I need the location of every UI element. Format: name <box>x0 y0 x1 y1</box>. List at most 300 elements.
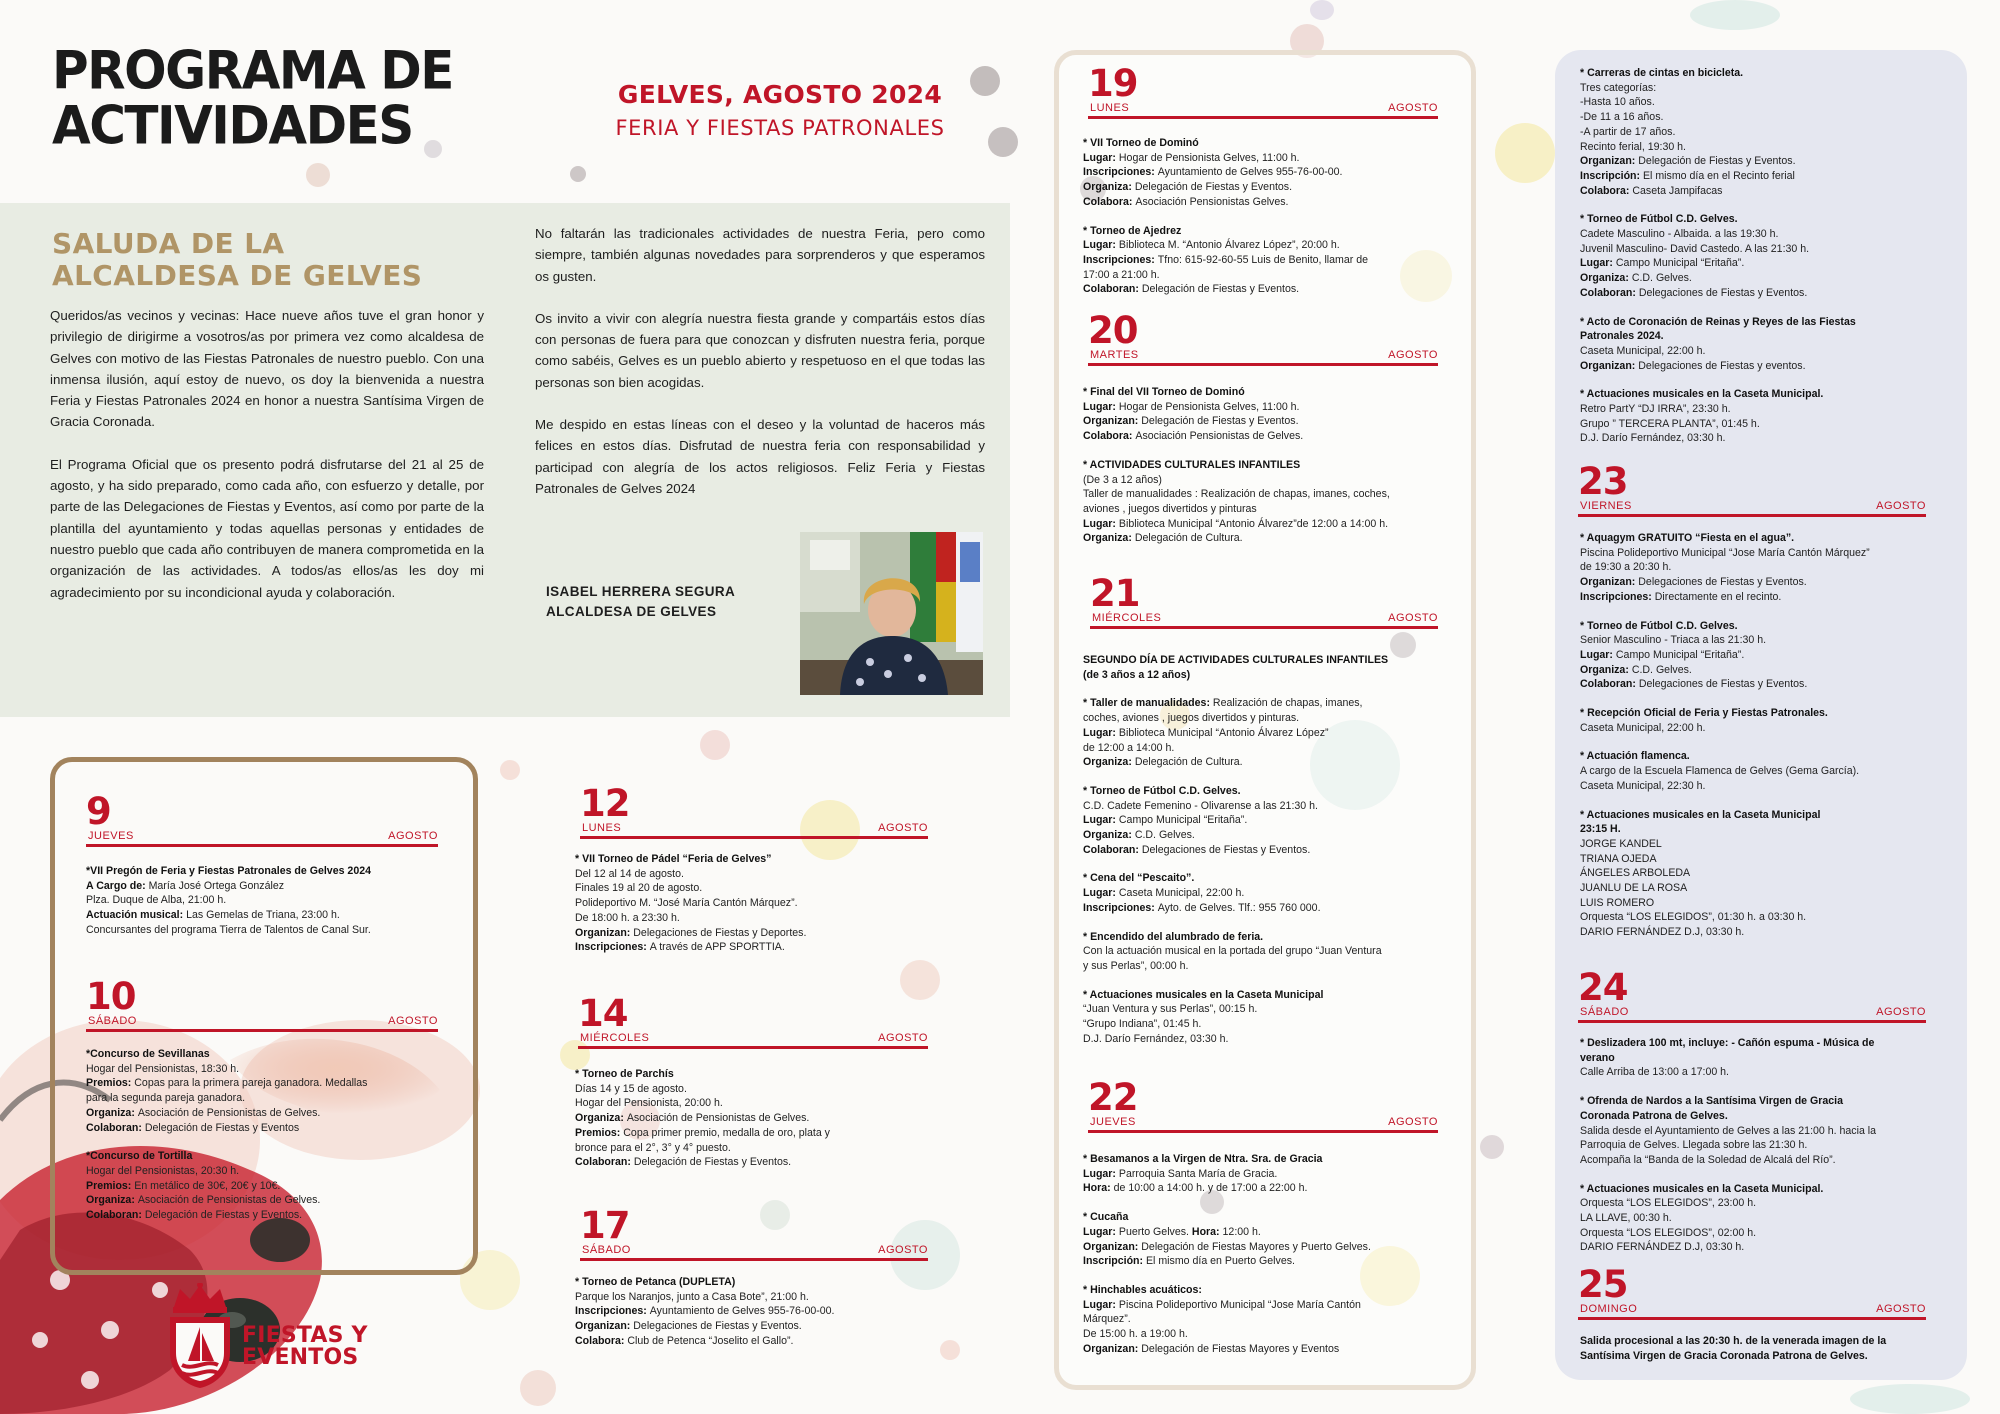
event-label: Organizan: <box>1083 415 1142 428</box>
event-label: Lugar: <box>1083 239 1119 252</box>
event-line <box>1083 843 1455 858</box>
event-label: Organizan: <box>1580 155 1639 168</box>
event-line <box>575 852 935 867</box>
event-label: * ACTIVIDADES CULTURALES INFANTILES <box>1083 458 1301 471</box>
events-day-9 <box>86 864 446 938</box>
event-text: Biblioteca Municipal “Antonio Álvarez López” <box>1118 726 1329 739</box>
event-line <box>575 881 935 896</box>
event-text: Días 14 y 15 de agosto. <box>575 1082 687 1095</box>
event-item <box>1083 930 1455 974</box>
day-header-24 <box>1578 966 1926 1024</box>
event-item <box>1580 1094 1952 1168</box>
event-text: Directamente en el recinto. <box>1654 590 1782 603</box>
saluda-title <box>52 228 422 292</box>
event-line <box>1083 741 1455 756</box>
event-line <box>1580 95 1952 110</box>
event-line <box>1083 1181 1455 1196</box>
event-line <box>1580 212 1952 227</box>
fiestas-eventos-logo <box>164 1283 368 1394</box>
event-line <box>86 908 446 923</box>
event-line <box>1580 1334 1952 1349</box>
event-line <box>1083 1167 1455 1182</box>
events-day-24 <box>1580 1036 1952 1255</box>
events-day-21 <box>1083 653 1455 1046</box>
event-item <box>575 1275 935 1349</box>
event-text: 17:00 a 21:00 h. <box>1083 268 1160 281</box>
event-label: * Cucaña <box>1083 1211 1129 1224</box>
event-line <box>1580 344 1952 359</box>
event-label: Lugar: <box>1580 648 1616 661</box>
event-line <box>86 864 446 879</box>
event-text: DARIO FERNÁNDEZ D.J, 03:30 h. <box>1580 1241 1745 1254</box>
event-line <box>86 1091 446 1106</box>
event-label: * Actuaciones musicales en la Caseta Municipal. <box>1580 1182 1824 1195</box>
day-number: 20 <box>1088 309 1138 352</box>
day-header-17 <box>580 1204 928 1262</box>
day-weekday: JUEVES <box>88 830 134 842</box>
event-line <box>1083 1017 1455 1032</box>
event-text: Taller de manualidades : Realización de chapas, imanes, coches, <box>1083 488 1390 501</box>
event-line <box>1580 1109 1952 1124</box>
event-text: Asociación de Pensionistas de Gelves. <box>137 1194 321 1207</box>
event-label: Lugar: <box>1083 887 1119 900</box>
event-line <box>1083 165 1453 180</box>
day-header-19 <box>1088 62 1438 120</box>
event-text: Delegaciones de Fiestas y Eventos. <box>1638 576 1807 589</box>
event-line <box>1580 125 1952 140</box>
program-title-line1: PROGRAMA DE <box>52 39 453 102</box>
event-text: Delegación de Fiestas y Eventos. <box>1638 155 1796 168</box>
event-line <box>1580 648 1952 663</box>
logo-line1: FIESTAS Y <box>242 1323 368 1348</box>
event-item <box>1083 224 1453 298</box>
event-label: Organiza: <box>1083 756 1135 769</box>
day-weekday: SÁBADO <box>582 1244 631 1256</box>
event-text: LA LLAVE, 00:30 h. <box>1580 1212 1672 1225</box>
event-line <box>1083 1327 1455 1342</box>
event-line <box>86 1076 446 1091</box>
event-text: Campo Municipal “Eritaña”. <box>1615 648 1745 661</box>
event-line <box>1083 784 1455 799</box>
event-line <box>1083 726 1455 741</box>
event-text: Plza. Duque de Alba, 21:00 h. <box>86 894 227 907</box>
day-weekday: SÁBADO <box>88 1015 137 1027</box>
event-label: A Cargo de: <box>86 879 149 892</box>
event-line <box>1580 546 1952 561</box>
event-line <box>1580 575 1952 590</box>
event-line <box>1580 154 1952 169</box>
event-text: “Juan Ventura y sus Perlas”, 00:15 h. <box>1083 1003 1258 1016</box>
event-text: Campo Municipal “Eritaña”. <box>1118 814 1248 827</box>
event-label: Lugar: <box>1083 1225 1119 1238</box>
event-item <box>1580 387 1952 446</box>
event-item <box>1580 531 1952 605</box>
crown-shield-icon <box>164 1283 236 1389</box>
event-label: Lugar: <box>1083 1167 1119 1180</box>
event-text: Realización de chapas, imanes, <box>1212 697 1363 710</box>
event-label: * Final del VII Torneo de Dominó <box>1083 386 1245 398</box>
day-number: 25 <box>1578 1263 1628 1306</box>
event-line <box>1580 531 1952 546</box>
event-text: Asociación Pensionistas de Gelves. <box>1135 430 1304 443</box>
event-label: Organizan: <box>575 926 634 939</box>
event-line <box>86 1193 446 1208</box>
event-line <box>1580 925 1952 940</box>
event-label: * Aquagym GRATUITO “Fiesta en el agua”. <box>1580 532 1795 544</box>
day-weekday: DOMINGO <box>1580 1303 1638 1315</box>
event-text: D.J. Darío Fernández, 03:30 h. <box>1580 432 1726 445</box>
event-text: Caseta Municipal, 22:00 h. <box>1580 721 1706 734</box>
day-divider <box>578 1046 928 1049</box>
day-divider <box>580 1258 928 1261</box>
event-label: * Torneo de Ajedrez <box>1083 224 1182 237</box>
event-text: Acompaña la “Banda de la Soledad de Alcalá del Río”. <box>1580 1153 1836 1166</box>
event-label: Colabora: <box>575 1334 628 1347</box>
event-line <box>1083 668 1455 683</box>
day-divider <box>1578 514 1926 517</box>
event-text: Recinto ferial, 19:30 h. <box>1580 140 1686 153</box>
event-label: Colaboran: <box>575 1156 634 1169</box>
event-text: Delegación de Fiestas y Eventos. <box>1141 415 1299 428</box>
event-line <box>1580 764 1952 779</box>
event-line <box>86 1062 446 1077</box>
event-text: Delegaciones de Fiestas y Eventos. <box>1141 843 1311 856</box>
event-line <box>1083 151 1453 166</box>
event-text: Orquesta “LOS ELEGIDOS”, 02:00 h. <box>1580 1226 1757 1239</box>
event-label: Lugar: <box>1083 814 1119 827</box>
event-label: Organiza: <box>1083 829 1135 842</box>
event-line <box>1580 1124 1952 1139</box>
saluda-column-1 <box>50 305 484 624</box>
event-line <box>575 1082 935 1097</box>
event-line <box>86 893 446 908</box>
event-label: * Actuaciones musicales en la Caseta Municipal <box>1083 988 1324 1001</box>
event-text: C.D. Gelves. <box>1134 829 1195 842</box>
event-line <box>1083 711 1455 726</box>
event-label: Lugar: <box>1083 400 1119 413</box>
event-text: En metálico de 30€, 20€ y 10€. <box>134 1179 281 1192</box>
event-text: Delegaciones de Fiestas y Eventos. <box>633 1320 802 1333</box>
day-header-20 <box>1088 309 1438 367</box>
event-label: Organiza: <box>86 1106 138 1119</box>
day-weekday: LUNES <box>582 822 622 834</box>
event-line <box>1083 180 1453 195</box>
event-line <box>1580 590 1952 605</box>
event-label: * Actuaciones musicales en la Caseta Municipal <box>1580 808 1821 821</box>
day-divider <box>1088 363 1438 366</box>
event-label: *VII Pregón de Feria y Fiestas Patronales de Gelves 2024 <box>86 865 371 877</box>
day-divider <box>86 1029 438 1032</box>
event-line <box>1083 653 1455 668</box>
event-text: Hogar del Pensionistas, 18:30 h. <box>86 1062 240 1075</box>
event-label: * VII Torneo de Pádel “Feria de Gelves” <box>575 853 772 865</box>
event-line <box>86 1149 446 1164</box>
event-line <box>1083 414 1453 429</box>
event-text: LUIS ROMERO <box>1580 896 1655 909</box>
event-line <box>575 1275 935 1290</box>
event-line <box>1580 1153 1952 1168</box>
event-line <box>1083 473 1453 488</box>
day-divider <box>86 844 438 847</box>
event-label: * Encendido del alumbrado de feria. <box>1083 930 1264 943</box>
event-item <box>1083 136 1453 210</box>
event-text: Puerto Gelves. <box>1118 1225 1192 1238</box>
event-item <box>1083 385 1453 444</box>
event-line <box>575 940 935 955</box>
event-text: Delegaciones de Fiestas y Deportes. <box>633 926 807 939</box>
event-label: * Torneo de Parchís <box>575 1068 674 1080</box>
event-line <box>1580 1240 1952 1255</box>
event-line <box>1580 1138 1952 1153</box>
event-line <box>1580 81 1952 96</box>
program-title-line2: ACTIVIDADES <box>52 94 413 157</box>
event-text: Con la actuación musical en la portada del grupo “Juan Ventura <box>1083 945 1382 958</box>
event-label: Patronales 2024. <box>1580 330 1664 343</box>
event-text: -Hasta 10 años. <box>1580 96 1655 109</box>
event-text: de 10:00 a 14:00 h. y de 17:00 a 22:00 h. <box>1113 1182 1308 1195</box>
event-text: Caseta Municipal, 22:00 h. <box>1580 344 1706 357</box>
day-month: AGOSTO <box>878 822 928 834</box>
event-line <box>1580 1211 1952 1226</box>
saluda-paragraph: El Programa Oficial que os presento podrá disfrutarse del 21 al 25 de agosto, y ha sido preparado, como cada año, con esfuerzo y detalle, por parte de las Delegaciones de Fiestas y Eventos, así como por parte de la plantilla del ayuntamiento y todas aquellas personas y entidades de nuestro pueblo que cada año contribuyen de manera comprometida en la organización de las actividades. A todos/as ellos/as les doy mi agradecimiento por su incondicional ayuda y colaboración. <box>50 456 484 600</box>
event-line <box>1580 286 1952 301</box>
event-label: * Ofrenda de Nardos a la Santísima Virgen de Gracia <box>1580 1095 1843 1108</box>
event-text: para la segunda pareja ganadora. <box>86 1092 246 1105</box>
event-label: Actuación musical: <box>86 909 187 922</box>
event-line <box>575 1126 935 1141</box>
event-line <box>1083 136 1453 151</box>
event-line <box>1083 531 1453 546</box>
day-divider <box>1090 626 1438 629</box>
day-month: AGOSTO <box>1388 349 1438 361</box>
event-text: DARIO FERNÁNDEZ D.J, 03:30 h. <box>1580 926 1745 939</box>
event-item <box>86 1149 446 1223</box>
event-line <box>86 1047 446 1062</box>
day-month: AGOSTO <box>388 1015 438 1027</box>
event-text: Ayto. de Gelves. Tlf.: 955 760 000. <box>1157 901 1321 914</box>
event-text: Asociación de Pensionistas de Gelves. <box>137 1106 321 1119</box>
event-text: Biblioteca Municipal “Antonio Álvarez”de 12:00 a 14:00 h. <box>1118 517 1389 530</box>
event-line <box>1580 560 1952 575</box>
day-divider <box>1088 1130 1438 1133</box>
event-line <box>1083 944 1455 959</box>
event-text: Caseta Municipal, 22:30 h. <box>1580 779 1706 792</box>
event-label: Organizan: <box>1580 576 1639 589</box>
event-label: * Torneo de Fútbol C.D. Gelves. <box>1580 213 1738 226</box>
event-line <box>1083 502 1453 517</box>
day-month: AGOSTO <box>1388 1116 1438 1128</box>
day-number: 19 <box>1088 62 1138 105</box>
event-label: * Deslizadera 100 mt, incluye: - Cañón espuma - Música de <box>1580 1037 1875 1049</box>
event-item <box>1083 653 1455 682</box>
event-text: Juvenil Masculino- David Castedo. A las 21:30 h. <box>1580 242 1810 255</box>
event-label: Colabora: <box>1580 184 1633 197</box>
event-line <box>1580 663 1952 678</box>
event-label: Premios: <box>86 1077 135 1090</box>
event-label: Colabora: <box>1083 195 1136 208</box>
event-label: Premios: <box>575 1126 624 1139</box>
event-text: Parque los Naranjos, junto a Casa Bote”, 21:00 h. <box>575 1290 809 1303</box>
event-line <box>1580 1094 1952 1109</box>
day-weekday: SÁBADO <box>1580 1006 1629 1018</box>
event-label: Inscripción: <box>1580 169 1643 182</box>
event-line <box>1580 677 1952 692</box>
event-label: Organizan: <box>1083 1240 1142 1253</box>
event-label: Inscripciones: <box>575 1305 650 1318</box>
event-text: Delegaciones de Fiestas y Eventos. <box>1638 678 1808 691</box>
event-label: Inscripciones: <box>1083 253 1158 266</box>
event-label: * Taller de manualidades: <box>1083 697 1213 710</box>
event-label: Colaboran: <box>1580 678 1639 691</box>
event-text: -De 11 a 16 años. <box>1580 111 1664 124</box>
event-label: * Torneo de Fútbol C.D. Gelves. <box>1083 784 1241 797</box>
event-line <box>86 1164 446 1179</box>
event-text: A cargo de la Escuela Flamenca de Gelves (Gema García). <box>1580 765 1860 778</box>
saluda-paragraph: Queridos/as vecinos y vecinas: Hace nueve años tuve el gran honor y privilegio de dirigirme a vosotros/as por primera vez como alcaldesa de Gelves con motivo de las Fiestas Patronales de nuestro pueblo. Con una inmensa ilusión, aquí estoy de nuevo, os doy la bienvenida a nuestra Feria y Fiestas Patronales 2024 en honor a nuestra Santísima Virgen de Gracia Coronada. <box>50 308 484 430</box>
event-line <box>1580 721 1952 736</box>
event-line <box>1580 1349 1952 1364</box>
event-text: Delegación de Fiestas Mayores y Eventos <box>1141 1342 1340 1355</box>
event-line <box>1580 169 1952 184</box>
event-line <box>1580 402 1952 417</box>
day-month: AGOSTO <box>388 830 438 842</box>
event-label: Organizan: <box>1083 1342 1142 1355</box>
day-month: AGOSTO <box>1876 1006 1926 1018</box>
event-line <box>575 1067 935 1082</box>
event-label: Colaboran: <box>1083 283 1142 296</box>
event-line <box>1580 387 1952 402</box>
event-line <box>575 1334 935 1349</box>
event-label: Lugar: <box>1083 1298 1119 1311</box>
event-text: A través de APP SPORTTIA. <box>649 941 785 954</box>
event-text: De 15:00 h. a 19:00 h. <box>1083 1328 1188 1341</box>
event-line <box>1580 1036 1952 1051</box>
day-month: AGOSTO <box>1388 102 1438 114</box>
day-header-10 <box>86 975 438 1033</box>
event-item <box>1083 1152 1455 1196</box>
event-label: Organiza: <box>1580 272 1632 285</box>
event-line <box>1580 808 1952 823</box>
event-label: Santísima Virgen de Gracia Coronada Patrona de Gelves. <box>1580 1349 1868 1362</box>
event-line <box>1580 881 1952 896</box>
mayor-signature <box>546 582 735 622</box>
event-line <box>1083 429 1453 444</box>
event-line <box>1580 315 1952 330</box>
event-label: Organiza: <box>575 1112 627 1125</box>
event-text: Caseta Municipal, 22:00 h. <box>1118 887 1245 900</box>
day-divider <box>1088 116 1438 119</box>
event-label: * Torneo de Petanca (DUPLETA) <box>575 1276 736 1288</box>
event-label: * Hinchables acuáticos: <box>1083 1283 1202 1296</box>
event-line <box>1083 1312 1455 1327</box>
event-text: JUANLU DE LA ROSA <box>1580 882 1688 895</box>
event-text: Delegación de Fiestas y Eventos. <box>144 1209 303 1222</box>
event-text: y sus Perlas”, 00:00 h. <box>1083 959 1189 972</box>
day-number: 21 <box>1090 572 1140 615</box>
event-item <box>1580 1182 1952 1256</box>
event-label: Salida procesional a las 20:30 h. de la venerada imagen de la <box>1580 1335 1887 1347</box>
event-label: (de 3 años a 12 años) <box>1083 668 1191 681</box>
event-text: Las Gemelas de Triana, 23:00 h. <box>186 909 340 922</box>
event-text: Orquesta “LOS ELEGIDOS”, 23:00 h. <box>1580 1197 1757 1210</box>
event-line <box>575 1111 935 1126</box>
day-number: 12 <box>580 782 630 825</box>
event-item <box>1580 1334 1952 1363</box>
event-line <box>575 1319 935 1334</box>
day-divider <box>580 836 928 839</box>
event-text: D.J. Darío Fernández, 03:30 h. <box>1083 1032 1229 1045</box>
event-text: Tres categorías: <box>1580 81 1657 94</box>
day-weekday: VIERNES <box>1580 500 1632 512</box>
event-line <box>575 926 935 941</box>
event-label: Inscripciones: <box>1083 901 1158 914</box>
day-divider <box>1578 1020 1926 1023</box>
event-text: Piscina Polideportivo Municipal “Jose María Cantón Márquez” <box>1580 546 1870 559</box>
event-line <box>1580 140 1952 155</box>
event-line <box>1083 828 1455 843</box>
event-label: Lugar: <box>1083 517 1119 530</box>
event-text: Márquez”. <box>1083 1313 1131 1326</box>
event-label: * Torneo de Fútbol C.D. Gelves. <box>1580 619 1738 632</box>
day-number: 23 <box>1578 460 1628 503</box>
events-day-12 <box>575 852 935 955</box>
event-item <box>1083 1210 1455 1269</box>
event-line <box>1083 930 1455 945</box>
event-text: Parroquia de Gelves. Llegada sobre las 21:30 h. <box>1580 1139 1808 1152</box>
events-day-10 <box>86 1047 446 1223</box>
event-line <box>1083 238 1453 253</box>
event-line <box>1083 1240 1455 1255</box>
events-day-22-continued <box>1580 66 1952 446</box>
event-line <box>1580 1196 1952 1211</box>
event-line <box>575 1141 935 1156</box>
day-header-23 <box>1578 460 1926 518</box>
event-line <box>1083 1032 1455 1047</box>
event-line <box>1580 910 1952 925</box>
event-label: Organizan: <box>1580 359 1639 372</box>
event-line <box>1083 871 1455 886</box>
event-label: verano <box>1580 1051 1615 1064</box>
day-header-12 <box>580 782 928 840</box>
event-line <box>1580 852 1952 867</box>
event-item <box>1580 808 1952 940</box>
event-text: C.D. Gelves. <box>1631 663 1692 676</box>
day-weekday: JUEVES <box>1090 1116 1136 1128</box>
event-text: -A partir de 17 años. <box>1580 125 1676 138</box>
event-line <box>1083 268 1453 283</box>
event-text: JORGE KANDEL <box>1580 837 1662 850</box>
event-line <box>1580 271 1952 286</box>
event-text: Delegación de Fiestas y Eventos. <box>1134 181 1293 194</box>
event-line <box>1580 110 1952 125</box>
mayor-name: ISABEL HERRERA SEGURA <box>546 584 736 599</box>
event-line <box>1580 66 1952 81</box>
event-text: Club de Petenca “Joselito el Gallo”. <box>627 1334 794 1347</box>
saluda-paragraph: Os invito a vivir con alegría nuestra fiesta grande y compartáis estos días con personas de fuera para que conozcan y disfruten nuestra feria, porque como sabéis, Gelves es un pueblo abierto y respetuoso en el que todas las personas son bien acogidas. <box>535 310 985 390</box>
day-weekday: MARTES <box>1090 349 1139 361</box>
event-label: Lugar: <box>1083 151 1119 164</box>
event-label: Inscripciones: <box>575 941 650 954</box>
day-header-21 <box>1090 572 1438 630</box>
event-line <box>1083 1283 1455 1298</box>
event-line <box>86 1179 446 1194</box>
event-text: Senior Masculino - Triaca a las 21:30 h. <box>1580 634 1767 647</box>
event-text: El mismo día en el Recinto ferial <box>1642 169 1795 182</box>
event-text: Delegación de Fiestas y Eventos <box>144 1121 300 1134</box>
event-line <box>1083 1225 1455 1240</box>
day-number: 22 <box>1088 1076 1138 1119</box>
event-label: Colabora: <box>1083 430 1136 443</box>
